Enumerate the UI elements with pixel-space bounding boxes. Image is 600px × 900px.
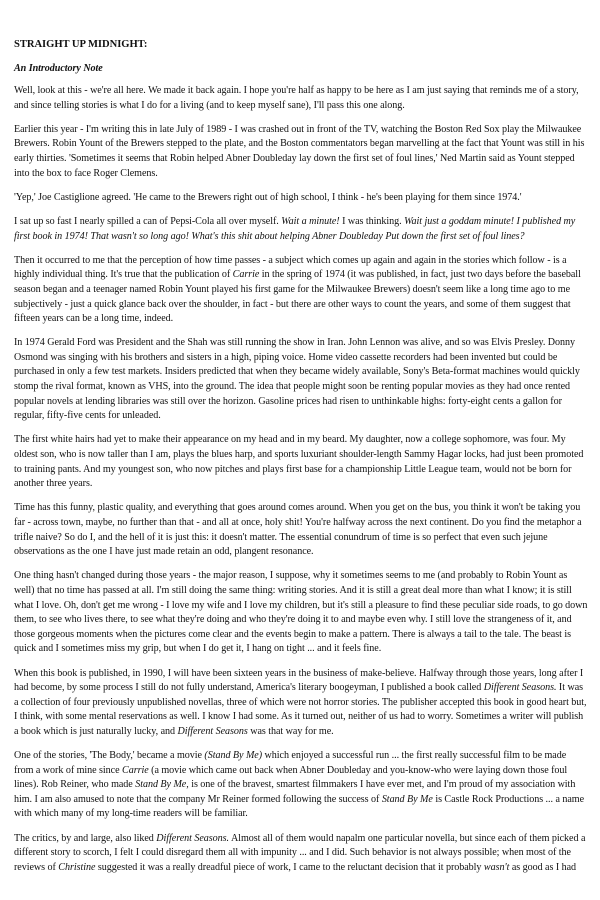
paragraph-1: Well, look at this - we're all here. We made it back again. I hope you're half as happy to be here as I am just saying that reminds me of a story, and since telling stories is what I do for a living (and to keep myself sane), I'll pass this one along. <box>14 85 579 111</box>
paragraph-11-italic: (Stand By Me) <box>204 750 263 762</box>
paragraph-12-text: The critics, by and large, also liked <box>14 832 157 844</box>
paragraph-11 <box>14 749 588 822</box>
paragraph-6: In 1974 Gerald Ford was President and the Shah was still running the show in Iran. John Lennon was alive, and so was Elvis Presley. Donny Osmond was singing with his brothers and sisters in a high, piping voice. Home video cassette recorders had been invented but could be purchased in only a few test markets. Insiders predicted that when they became widely available, Sony's Beta-format machines would quickly stomp the rival format, known as VHS, into the ground. The idea that people might soon be renting popular movies as they had once rented popular novels at lending libraries was still over the horizon. Gasoline prices had risen to unthinkable highs: forty-eight cents a gallon for regular, fifty-five cents for unleaded. <box>14 337 580 422</box>
paragraph-12-text: Almost all of them would napalm one particular novella, but since each of them picked a different story to scorch, I felt I could disregard them all with impunity ... and I did. Such behavior is not always possible; when most of the reviews of <box>14 832 586 873</box>
paragraph-4-italic: Wait a minute! <box>281 215 340 227</box>
paragraph-4-text: I sat up so fast I nearly spilled a can of Pepsi-Cola all over myself. <box>14 215 282 227</box>
paragraph-11-text: is Castle Rock Productions ... a name with which many of my long-time readers will be familiar. <box>14 793 585 820</box>
paragraph-11-italic: Carrie <box>122 764 149 776</box>
paragraph-4 <box>14 215 588 244</box>
paragraph-5-text: in the spring of 1974 (it was published, in fact, just two days before the baseball season began and a teenager named Robin Yount played his first game for the Milwaukee Brewers) doesn't seem like a long time ago to me subjectively - just a quick glance back over the shoulder, in fact - but there are other ways to count the years, and some of them suggest that fifteen years can be a long time, indeed. <box>14 269 581 325</box>
document-title: STRAIGHT UP MIDNIGHT: <box>14 39 148 50</box>
paragraph-4-text: I was thinking. <box>339 215 405 227</box>
paragraph-5-italic: Carrie <box>232 269 260 281</box>
paragraph-11-text: is one of the bravest, smartest filmmakers I have ever met, and I'm proud of my association with him. I am also amused to note that the company Mr Reiner formed following the success of <box>14 779 576 805</box>
paragraph-5 <box>14 254 588 327</box>
paragraph-8: Time has this funny, plastic quality, and everything that goes around comes around. When you get on the bus, you think it won't be taking you far - across town, maybe, no further than that - and all at once, holy shit! You're halfway across the next continent. Do you find the metaphor a trifle naive? So do I, and the hell of it is just this: it doesn't matter. The essential conundrum of time is so perfect that even such jejune observations as the one I have just made retain an odd, plangent resonance. <box>14 502 582 558</box>
paragraph-12-text: suggested it was a really dreadful piece of work, I came to the reluctant decision that it probably <box>95 861 484 873</box>
paragraph-12-italic: Christine <box>58 861 96 873</box>
paragraph-12-text: as good as I had <box>509 861 577 873</box>
paragraph-10-italic: Different Seasons. <box>483 682 557 694</box>
document-subtitle: An Introductory Note <box>14 63 103 74</box>
paragraph-12-italic: wasn't <box>483 861 510 873</box>
paragraph-10-text: When this book is published, in 1990, I will have been sixteen years in the business of make-believe. Halfway through those years, long after I had become, by some process I still do not fully understand, America's literary boogeyman, I published a book called <box>14 667 584 694</box>
paragraph-3: 'Yep,' Joe Castiglione agreed. 'He came to the Brewers right out of high school, I think - he's been playing for them since 1974.' <box>14 191 522 203</box>
paragraph-12 <box>14 832 588 876</box>
paragraph-12-italic: Different Seasons. <box>156 832 230 844</box>
paragraph-10-text: was that way for me. <box>247 725 334 737</box>
paragraph-11-text: (a movie which came out back when Abner Doubleday and you-know-who were laying down those foul lines). Rob Reiner, who made <box>14 764 568 791</box>
paragraph-10-text: It was a collection of four previously unpublished novellas, three of which were not horror stories. The publisher accepted this book in good heart but, I think, with some mental reservations as well. I know I had some. As it turned out, neither of us had to worry. Sometimes a writer will publish a book which is just naturally lucky, and <box>14 682 587 737</box>
paragraph-7: The first white hairs had yet to make their appearance on my head and in my beard. My daughter, now a college sophomore, was four. My oldest son, who is now taller than I am, plays the blues harp, and sports luxuriant shoulder-length Sammy Hagar locks, had just been promoted to training pants. And my youngest son, who now pitches and plays first base for a championship Little League team, would not be born for another three years. <box>14 434 584 490</box>
paragraph-10-italic: Different Seasons <box>177 725 248 737</box>
paragraph-10 <box>14 667 588 740</box>
paragraph-11-italic: Stand By Me, <box>135 779 189 791</box>
paragraph-4-italic: Wait just a goddam minute! I published my first book in 1974! That wasn't so long ago! What's this shit about helping Abner Doubleday Put down the first set of foul lines? <box>14 215 576 242</box>
paragraph-2: Earlier this year - I'm writing this in late July of 1989 - I was crashed out in front of the TV, watching the Boston Red Sox play the Milwaukee Brewers. Robin Yount of the Brewers stepped to the plate, and the Boston commentators began marvelling at the fact that Yount was still in his early thirties. 'Sometimes it seems that Robin helped Abner Doubleday lay down the first set of foul lines,' Ned Martin said as Yount stepped into the box to face Roger Clemens. <box>14 123 585 179</box>
paragraph-11-text: which enjoyed a successful run ... the first really successful film to be made from a work of mine since <box>14 750 567 776</box>
paragraph-5-text: Then it occurred to me that the perception of how time passes - a subject which comes up again and again in the stories which follow - is a highly individual thing. It's true that the publication of <box>14 254 567 281</box>
paragraph-11-text: One of the stories, 'The Body,' became a movie <box>14 750 205 762</box>
paragraph-9: One thing hasn't changed during those years - the major reason, I suppose, why it sometimes seems to me (and probably to Robin Yount as well) that no time has passed at all. I'm still doing the same thing: writing stories. And it is still a great deal more than what I know; it is still what I love. Oh, don't get me wrong - I love my wife and I love my children, but it's still a pleasure to find these peculiar side roads, to go down them, to see who lives there, to see what they're doing and who they're doing it to and maybe even why. I still love the strangeness of it, and those gorgeous moments when the pictures come clear and the events begin to make a pattern. There is always a tail to the tale. The beast is quick and I sometimes miss my grip, but when I do get it, I hang on tight ... and it feels fine. <box>14 570 588 655</box>
paragraph-11-italic: Stand By Me <box>381 793 433 805</box>
